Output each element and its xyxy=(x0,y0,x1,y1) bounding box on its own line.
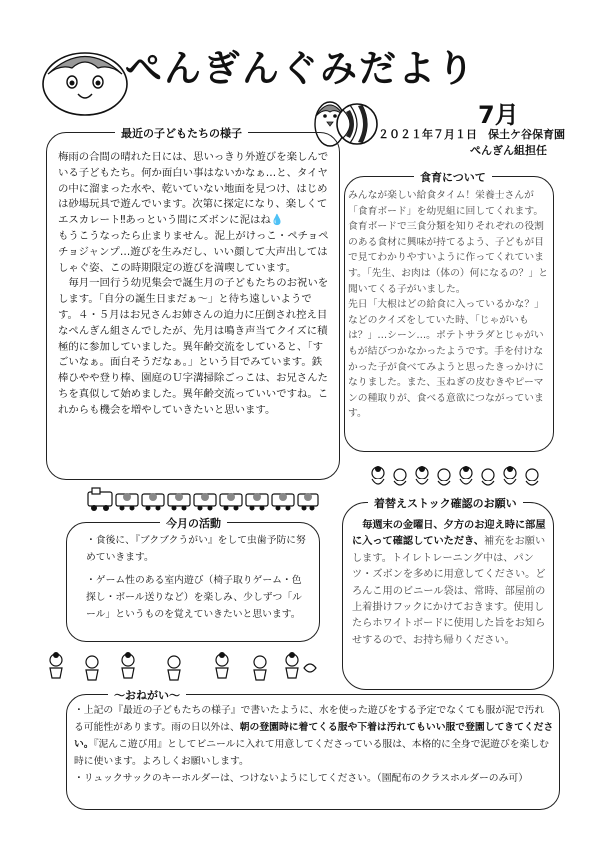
food-paragraph-2: 先日「大根はどの給食に入っているかな？」などのクイズをしていた時、「じゃがいもは？」…シーン…。ポテトサラダとじゃがいもが結びつかなかったようです。手を付けなかった子が食べてみようと思ったきっかけになりました。また、玉ねぎの皮むきやピーマンの種取りが、食べる意欲につながっています。 xyxy=(348,299,544,420)
stock-section-body xyxy=(352,518,548,649)
penguin-face-icon xyxy=(40,44,130,116)
food-paragraph-1: みんなが楽しい給食タイム！栄養士さんが「食育ボード」を幼児組に回してくれます。食育ボードで三食分類を知りそれぞれの役割のある食材に興味が持てるよう、子どもが目で見てわかりやすいように作ってくれています。「先生、お肉は（体の）何になるの？」と聞いてくる子がいました。 xyxy=(348,190,549,295)
kids-section-title: 最近の子どもたちの様子 xyxy=(115,125,248,141)
request-section-title: ～おねがい～ xyxy=(108,687,186,703)
stock-lead: 毎週末の金曜日、夕方のお迎え時に部屋に入って確認していただき、 xyxy=(352,520,546,548)
request-p1-c: 『泥んこ遊び用』としてビニールに入れて用意してくださっている服は、本格的に全身で泥遊びを楽しむ時に使います。よろしくお願いします。 xyxy=(74,739,549,767)
kids-paragraph-3: 毎月一回行う幼児集会で誕生月の子どもたちのお祝いをします。「自分の誕生日まだぁ～」と待ち遠しいようです。４・５月はお兄さんお姉さんの迫力に圧倒され控え目なぺんぎん組さんでしたが、先月は鳴き声当てクイズに積極的に参加していました。異年齢交流をしていると、「すごいなぁ。面白そうだなぁ。」という目でみています。鉄棒ひやや登り棒、園庭のＵ字溝掃除ごっこは、お兄さんたちを真似して始めました。異年齢交流っていいですね。これからも機会を増やしていきたいと思います。 xyxy=(58,277,329,416)
kids-paragraph-1: 梅雨の合間の晴れた日には、思いっきり外遊びを楽しんでいる子どもたち。何か面白い事はないかなぁ…と、タイヤの中に溜まった水や、乾いていない地面を見つけ、はじめは砂場玩具で遊んでいます。次第に探定になり、楽しくてエスカレート‼あっという間にズボンに泥はね💧 xyxy=(58,151,329,227)
request-section-body xyxy=(74,702,554,787)
kids-section-body xyxy=(58,150,330,419)
issue-month: 7月 xyxy=(478,101,519,129)
request-p2: ・リュックサックのキーホルダーは、つけないようにしてください。（園配布のクラスホルダーのみ可） xyxy=(74,773,528,784)
request-p1-a: ・上記の『最近の子どもたちの様子』で書いたように、水を使った遊びをする予定でなくても服が泥で汚れる可能性があります。雨の日以外は、 xyxy=(74,705,545,733)
issue-date-org: ２０２１年７月１日 保土ケ谷保育園 xyxy=(378,128,565,141)
class-teacher: ぺんぎん組担任 xyxy=(470,144,547,157)
toy-train-icon xyxy=(86,486,320,512)
children-running-icon xyxy=(46,650,318,682)
activity-section-body xyxy=(86,532,310,623)
food-section-body xyxy=(348,188,550,422)
page-title: ぺんぎんぐみだより xyxy=(125,47,476,90)
stock-section-title: 着替えストック確認のお願い xyxy=(368,495,523,511)
activity-item-2: ・ゲーム性のある室内遊び（椅子取りゲーム・色探し・ボール送りなど）を楽しみ、少しずつ「ルール」というものを覚えていきたいと思います。 xyxy=(86,575,302,620)
food-section-title: 食育について xyxy=(414,169,492,185)
activity-item-1: ・食後に、『ブクブクうがい』をして虫歯予防に努めていきます。 xyxy=(86,535,306,563)
activity-section-title: 今月の活動 xyxy=(160,515,227,531)
kids-paragraph-2: もうこうなったら止まりません。泥上がけっこ・ペチョペチョジャンプ…遊びを生みだし、いい顔して大声出してはしゃぐ姿、この時期限定の遊びを満喫しています。 xyxy=(58,229,329,274)
request-p1-b: 朝の登園時に着てくる服や下着は汚れてもいい服で登園してきてください。 xyxy=(74,722,554,750)
children-dancing-icon xyxy=(368,465,548,489)
stock-body: 補充をお願いします。トイレトレーニング中は、パンツ・ズボンを多めに用意してください。どろんこ用のビニール袋は、常時、部屋前の上着掛けフックにかけておきます。使用したらホワイトボードに使用した旨をお知らせするので、お持ち帰りください。 xyxy=(352,536,546,646)
